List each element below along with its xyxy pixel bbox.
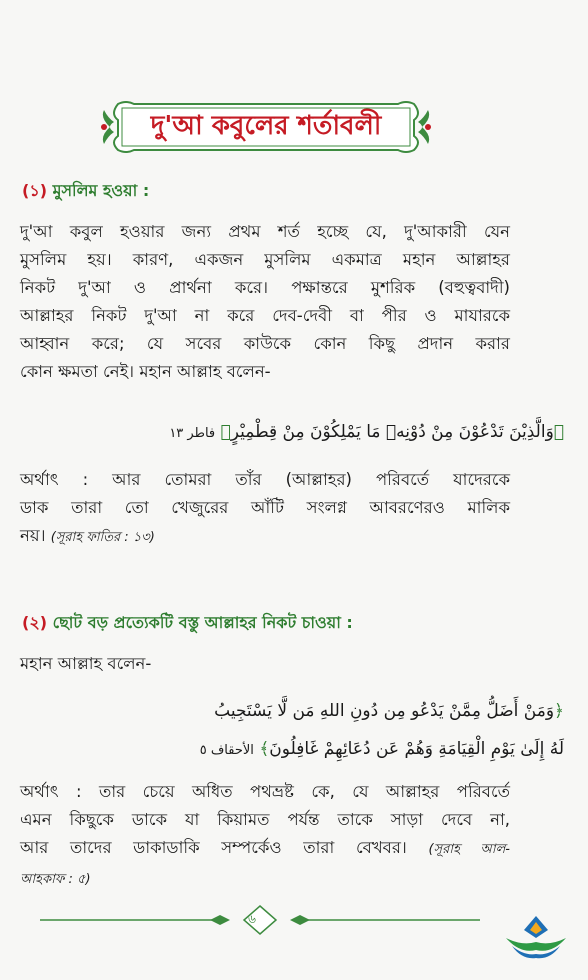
translation-line: এমন কিছুকে ডাকে যা কিয়ামত পর্যন্ত তাকে সাড়া দেবে না,	[20, 810, 510, 829]
arabic-verse-text: وَالَّذِيْنَ تَدْعُوْنَ مِنْ دُوْنِهٖ مَا يَمْلِكُوْنَ مِنْ قِطْمِيْرٍ	[230, 422, 554, 442]
translation-line: অর্থাৎ : তার চেয়ে অধিত পথভ্রষ্ট কে, যে আল্লাহর পরিবর্তে	[20, 782, 510, 801]
paragraph-line: নিকট দু'আ ও প্রার্থনা করে। পক্ষান্তরে মুশরিক (বহুত্ববাদী)	[20, 278, 510, 297]
section-2-heading	[22, 610, 353, 637]
arabic-verse-1: ﴿وَالَّذِيْنَ تَدْعُوْنَ مِنْ دُوْنِهٖ مَا يَمْلِكُوْنَ مِنْ قِطْمِيْرٍ﴾ فاطر ١٣	[169, 422, 564, 442]
section-2-translation	[20, 778, 510, 894]
page-title: দু'আ কবুলের শর্তাবলী	[150, 111, 382, 141]
section-1-paragraph	[20, 218, 510, 386]
section-2-number: (২)	[22, 613, 48, 632]
paragraph-line: কোন ক্ষমতা নেই। মহান আল্লাহ বলেন-	[20, 362, 271, 381]
arabic-verse-reference: الأحقاف ٥	[199, 743, 254, 758]
paragraph-line: আল্লাহর নিকট দু'আ না করে দেব-দেবী বা পীর ও মাযারকে	[20, 306, 510, 325]
section-1-heading	[22, 178, 149, 205]
translation-reference: (সূরাহ ফাতির : ১৩)	[50, 530, 155, 545]
publisher-logo-icon	[502, 912, 570, 962]
translation-line: অর্থাৎ : আর তোমরা তাঁর (আল্লাহর) পরিবর্তে যাদেরকে	[20, 470, 510, 489]
translation-line: ডাক তারা তো খেজুরের আঁটি সংলগ্ন আবরণেরও মালিক	[20, 498, 510, 517]
arabic-verse-reference: فاطر ١٣	[169, 426, 216, 441]
arabic-verse-2-line-1: ﴿وَمَنْ أَضَلُّ مِمَّنْ يَدْعُو مِن دُونِ اللهِ مَن لَّا يَسْتَجِيبُ	[214, 701, 564, 721]
section-1-translation	[20, 466, 510, 552]
section-2-title: ছোট বড় প্রত্যেকটি বস্তু আল্লাহর নিকট চাওয়া :	[52, 613, 353, 632]
translation-line	[20, 864, 510, 894]
section-1-number: (১)	[22, 181, 48, 200]
section-1-title: মুসলিম হওয়া :	[52, 181, 150, 200]
translation-line: নয়। (সূরাহ ফাতির : ১৩)	[20, 526, 155, 545]
title-banner	[96, 98, 436, 156]
arabic-verse-2-line-2: لَهُ إِلَىٰ يَوْمِ الْقِيَامَةِ وَهُمْ عَن دُعَائِهِمْ غَافِلُونَ﴾ الأحقاف ٥	[199, 739, 564, 759]
translation-line: আর তাদের ডাকাডাকি সম্পর্কেও তারা বেখবর। (সূরাহ আল-	[20, 838, 510, 857]
paragraph-line: মুসলিম হয়। কারণ, একজন মুসলিম একমাত্র মহান আল্লাহর	[20, 250, 510, 269]
page-number: ৬	[248, 912, 256, 926]
section-2-intro: মহান আল্লাহ বলেন-	[20, 654, 152, 673]
paragraph-line: আহ্বান করে; যে সবের কাউকে কোন কিছু প্রদান করার	[20, 334, 510, 353]
arabic-verse-text: وَمَنْ أَضَلُّ مِمَّنْ يَدْعُو مِن دُونِ اللهِ مَن لَّا يَسْتَجِيبُ	[214, 701, 555, 721]
translation-reference: আহকাফ : ৫)	[20, 872, 91, 887]
paragraph-line: দু'আ কবুল হওয়ার জন্য প্রথম শর্ত হচ্ছে যে, দু'আকারী যেন	[20, 222, 510, 241]
arabic-verse-text: لَهُ إِلَىٰ يَوْمِ الْقِيَامَةِ وَهُمْ عَن دُعَائِهِمْ غَافِلُونَ	[269, 739, 564, 759]
